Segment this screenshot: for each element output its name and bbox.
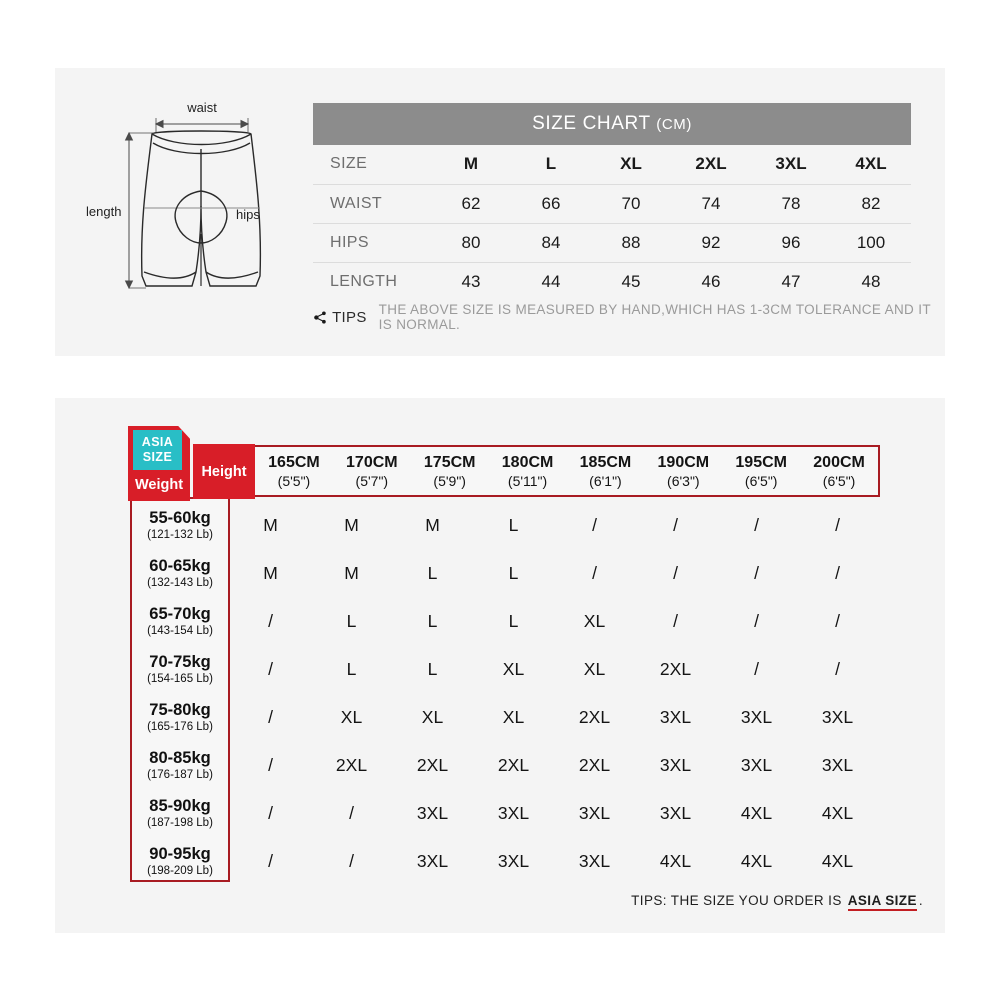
size-column-header: XL — [591, 145, 671, 184]
size-cell: 3XL — [821, 754, 854, 775]
table-row — [313, 223, 911, 262]
waist-dimension-label: waist — [187, 100, 217, 115]
table-cell: 62 — [431, 184, 511, 223]
table-cell: 66 — [511, 184, 591, 223]
table-cell: 80 — [431, 223, 511, 262]
size-cell: L — [427, 610, 438, 631]
table-cell: 43 — [461, 271, 481, 291]
table-cell: 100 — [831, 223, 911, 262]
size-cell: L — [508, 562, 519, 583]
size-chart-header — [313, 103, 911, 145]
size-cell: L — [427, 658, 438, 679]
size-cell: XL — [340, 706, 363, 727]
size-cell: L — [346, 658, 357, 679]
weight-lb: (154-165 Lb) — [147, 672, 213, 685]
matrix-body — [130, 501, 878, 885]
size-cell: XL — [502, 706, 525, 727]
tips-text: THE ABOVE SIZE IS MEASURED BY HAND,WHICH HAS 1-3CM TOLERANCE AND IT IS NORMAL. — [378, 302, 931, 332]
size-cells — [230, 755, 878, 776]
size-cell: / — [835, 562, 840, 583]
size-cell: XL — [583, 658, 606, 679]
height-ft: (5'11") — [507, 472, 548, 489]
weight-cell — [130, 557, 230, 590]
height-ft: (6'1") — [589, 472, 622, 489]
asia-badge-line-1: ASIA — [141, 435, 174, 449]
size-cell: 3XL — [578, 850, 611, 871]
height-cm: 185CM — [579, 453, 632, 471]
weight-lb: (143-154 Lb) — [147, 624, 213, 637]
weight-kg: 60-65kg — [149, 556, 211, 575]
length-dimension-label: length — [86, 204, 122, 219]
size-cell: 3XL — [659, 802, 692, 823]
row-label-waist: WAIST — [313, 184, 431, 223]
size-cell: 3XL — [497, 850, 530, 871]
height-column-header — [644, 448, 722, 494]
weight-lb: (176-187 Lb) — [147, 768, 213, 781]
size-cell: 3XL — [416, 850, 449, 871]
table-row-sizes — [313, 145, 911, 184]
size-cell: 2XL — [416, 754, 449, 775]
size-cell: 2XL — [335, 754, 368, 775]
size-cells — [230, 851, 878, 872]
weight-kg: 90-95kg — [149, 844, 211, 863]
size-cells — [230, 803, 878, 824]
size-chart-title: SIZE CHART — [532, 113, 651, 134]
size-cells — [230, 707, 878, 728]
table-row — [313, 184, 911, 223]
weight-kg: 70-75kg — [149, 652, 211, 671]
size-cell: 4XL — [740, 802, 773, 823]
weight-kg: 85-90kg — [149, 796, 211, 815]
table-row — [130, 645, 878, 693]
size-column-header: 3XL — [751, 145, 831, 184]
row-label-hips: HIPS — [313, 223, 431, 262]
tips-word: TIPS — [332, 308, 367, 326]
size-cell: / — [754, 562, 759, 583]
table-row — [130, 741, 878, 789]
weight-cell — [130, 701, 230, 734]
height-cm: 190CM — [657, 453, 710, 471]
size-cell: / — [673, 514, 678, 535]
size-cell: / — [673, 610, 678, 631]
table-cell: 88 — [591, 223, 671, 262]
size-cell: M — [344, 514, 359, 535]
weight-kg: 75-80kg — [149, 700, 211, 719]
size-cell: 3XL — [659, 706, 692, 727]
size-cell: 4XL — [659, 850, 692, 871]
size-cell: 4XL — [821, 802, 854, 823]
size-cell: / — [268, 658, 273, 679]
size-cell: L — [508, 610, 519, 631]
shorts-illustration — [80, 86, 325, 336]
size-chart-table-wrapper — [313, 103, 911, 301]
size-cell: / — [592, 562, 597, 583]
height-cm: 165CM — [268, 453, 320, 471]
size-cells — [230, 563, 878, 584]
size-cell: L — [346, 610, 357, 631]
height-ft: (5'9") — [433, 472, 466, 489]
weight-lb: (165-176 Lb) — [147, 720, 213, 733]
table-row — [130, 837, 878, 885]
size-cell: 3XL — [578, 802, 611, 823]
weight-lb: (198-209 Lb) — [147, 864, 213, 877]
size-cell: 4XL — [740, 850, 773, 871]
table-row — [130, 789, 878, 837]
height-cm: 200CM — [813, 453, 865, 471]
weight-lb: (187-198 Lb) — [147, 816, 213, 829]
height-ft: (5'7") — [355, 472, 389, 489]
size-cell: 3XL — [659, 754, 692, 775]
size-column-header: L — [511, 145, 591, 184]
row-label-length: LENGTH — [330, 272, 398, 290]
height-cm: 180CM — [501, 453, 554, 471]
size-matrix — [55, 398, 945, 933]
size-cell: XL — [421, 706, 444, 727]
size-cell: 3XL — [740, 754, 773, 775]
table-cell: 78 — [751, 184, 831, 223]
size-cell: / — [268, 754, 273, 775]
size-chart-panel — [55, 68, 945, 356]
bottom-tips-note — [631, 893, 923, 911]
weight-header-label: Weight — [134, 477, 184, 493]
height-column-headers — [255, 448, 878, 494]
size-cell: / — [754, 610, 759, 631]
height-cm: 195CM — [735, 453, 787, 471]
weight-kg: 55-60kg — [149, 508, 211, 527]
size-chart-table — [313, 145, 911, 301]
weight-cell — [130, 653, 230, 686]
size-cell: XL — [583, 610, 606, 631]
size-cell: / — [754, 514, 759, 535]
size-cell: 2XL — [578, 754, 611, 775]
size-column-header: 2XL — [671, 145, 751, 184]
garment-diagram — [80, 86, 325, 336]
size-cell: 3XL — [821, 706, 854, 727]
height-header-box: Height — [193, 444, 255, 499]
size-cell: / — [268, 706, 273, 727]
table-cell: 84 — [511, 223, 591, 262]
size-cell: / — [754, 658, 759, 679]
size-column-header: 4XL — [831, 145, 911, 184]
height-ft: (6'3") — [667, 472, 700, 489]
weight-lb: (132-143 Lb) — [147, 576, 213, 589]
table-cell: 47 — [781, 271, 801, 291]
weight-lb: (121-132 Lb) — [147, 528, 213, 541]
weight-kg: 80-85kg — [149, 748, 211, 767]
size-cell: / — [592, 514, 597, 535]
size-cell: 2XL — [578, 706, 611, 727]
height-ft: (5'5") — [277, 472, 311, 489]
height-column-header — [255, 448, 333, 494]
size-cell: L — [508, 514, 519, 535]
size-cell: 3XL — [416, 802, 449, 823]
weight-kg: 65-70kg — [149, 604, 211, 623]
size-cell: XL — [502, 658, 525, 679]
table-cell: 44 — [541, 271, 561, 291]
weight-height-matrix-panel — [55, 398, 945, 933]
table-row — [130, 693, 878, 741]
weight-cell — [130, 797, 230, 830]
weight-cell — [130, 509, 230, 542]
size-column-header: M — [431, 145, 511, 184]
size-cell: / — [268, 802, 273, 823]
asia-size-badge — [133, 430, 182, 470]
row-label-size: SIZE — [313, 145, 431, 184]
size-cell: M — [425, 514, 440, 535]
height-column-header — [411, 448, 489, 494]
size-cell: M — [263, 562, 278, 583]
size-cell: M — [344, 562, 359, 583]
size-cell: 3XL — [740, 706, 773, 727]
height-column-header — [567, 448, 645, 494]
table-cell: 46 — [701, 271, 721, 291]
size-cells — [230, 611, 878, 632]
size-cell: / — [673, 562, 678, 583]
height-cm: 170CM — [346, 453, 398, 471]
size-cell: / — [835, 514, 840, 535]
table-cell: 74 — [671, 184, 751, 223]
tips-row — [313, 302, 945, 332]
size-chart-unit: (CM) — [656, 116, 692, 133]
hips-dimension-label: hips — [236, 207, 260, 222]
height-cm: 175CM — [423, 453, 476, 471]
weight-cell — [130, 605, 230, 638]
size-cells — [230, 515, 878, 536]
size-cell: / — [268, 850, 273, 871]
size-cell: / — [835, 658, 840, 679]
bottom-note-suffix: . — [918, 893, 923, 908]
height-ft: (6'5") — [822, 472, 856, 489]
height-ft: (6'5") — [744, 472, 778, 489]
table-row — [130, 501, 878, 549]
height-column-header — [800, 448, 878, 494]
size-cell: / — [349, 802, 354, 823]
size-cell: M — [263, 514, 278, 535]
size-cell: / — [349, 850, 354, 871]
table-row — [130, 597, 878, 645]
share-nodes-icon — [313, 309, 328, 326]
size-cell: 3XL — [497, 802, 530, 823]
size-cell: 4XL — [821, 850, 854, 871]
bottom-note-emphasis: ASIA SIZE — [848, 893, 917, 911]
table-cell: 70 — [591, 184, 671, 223]
table-row — [130, 549, 878, 597]
table-row — [313, 262, 911, 301]
table-cell: 45 — [621, 271, 641, 291]
size-cell: / — [835, 610, 840, 631]
weight-cell — [130, 845, 230, 878]
bottom-note-prefix: TIPS: THE SIZE YOU ORDER IS — [631, 893, 842, 908]
table-cell: 92 — [671, 223, 751, 262]
height-column-header — [722, 448, 800, 494]
size-cell: / — [268, 610, 273, 631]
table-cell: 96 — [751, 223, 831, 262]
size-cell: 2XL — [659, 658, 692, 679]
size-cells — [230, 659, 878, 680]
asia-badge-line-2: SIZE — [142, 450, 173, 464]
size-cell: 2XL — [497, 754, 530, 775]
size-cell: L — [427, 562, 438, 583]
weight-cell — [130, 749, 230, 782]
height-column-header — [489, 448, 567, 494]
table-cell: 82 — [831, 184, 911, 223]
height-column-header — [333, 448, 411, 494]
table-cell: 48 — [861, 271, 881, 291]
